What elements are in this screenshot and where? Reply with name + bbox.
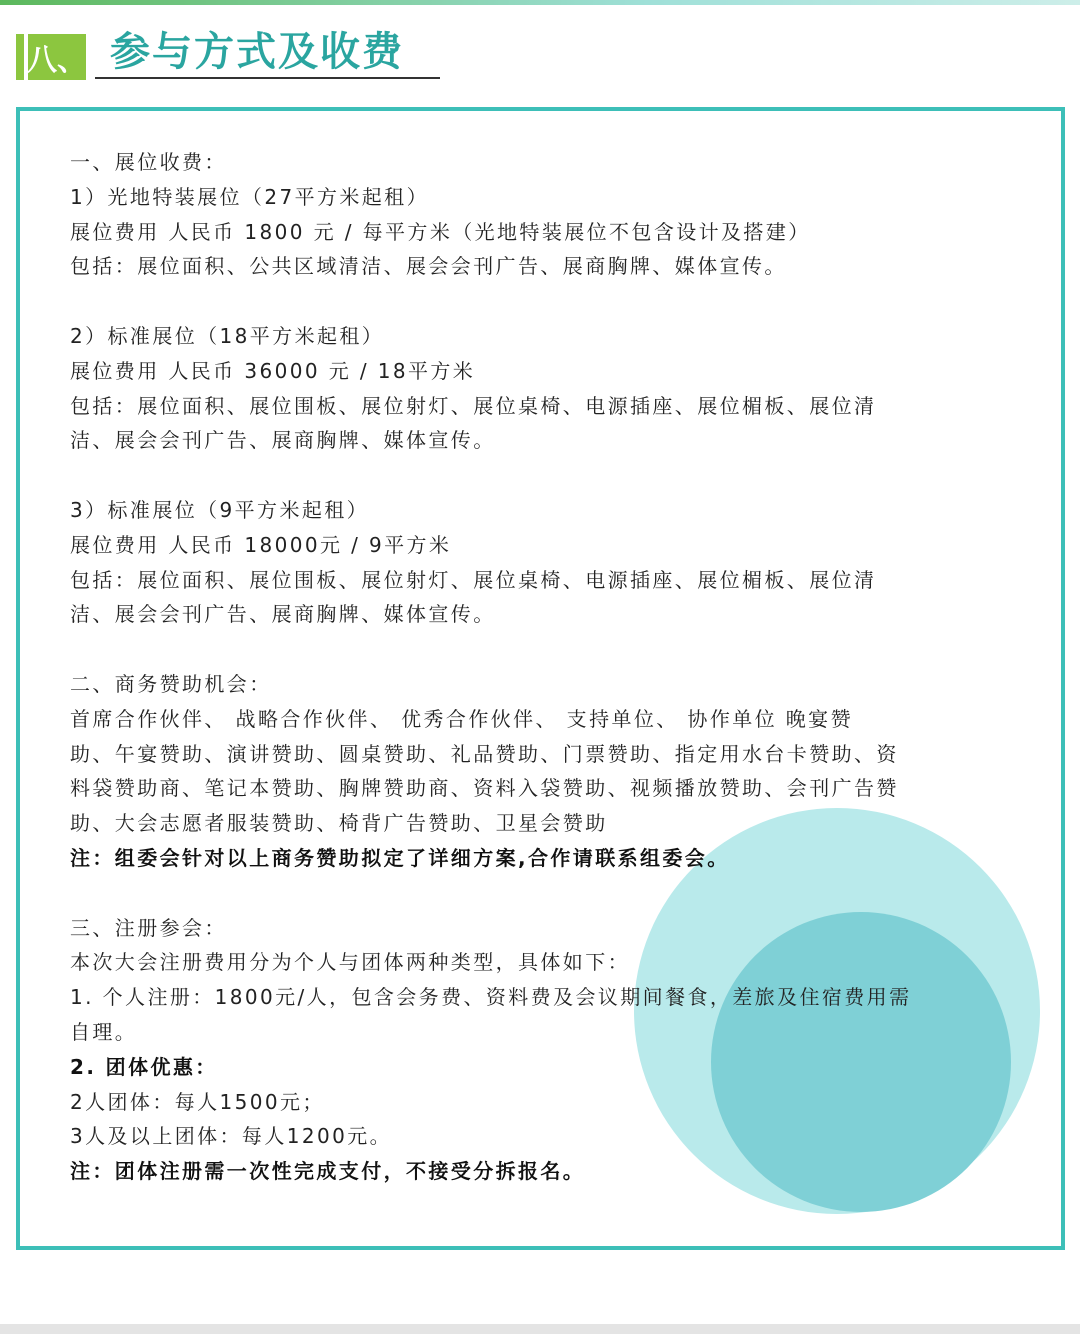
section-number-badge [16,34,90,80]
badge-accent-bar [16,34,24,80]
text-line: 首席合作伙伴、 战略合作伙伴、 优秀合作伙伴、 支持单位、 协作单位 晚宴赞 [70,706,853,731]
text-line: 展位费用 人民币 36000 元 / 18平方米 [70,358,476,383]
top-decorative-strip [0,0,1080,5]
text-line: 1）光地特装展位（27平方米起租） [70,184,429,209]
text-line: 本次大会注册费用分为个人与团体两种类型，具体如下： [70,950,630,975]
bottom-divider-strip [0,1324,1080,1334]
text-line: 三、注册参会： [70,915,227,940]
text-line: 二、商务赞助机会： [70,671,272,696]
title-underline [95,77,440,79]
text-line: 助、午宴赞助、演讲赞助、圆桌赞助、礼品赞助、门票赞助、指定用水台卡赞助、资 [70,741,899,766]
text-line: 助、大会志愿者服装赞助、椅背广告赞助、卫星会赞助 [70,811,608,836]
text-line: 2人团体：每人1500元； [70,1089,325,1114]
text-line: 包括：展位面积、公共区域清洁、展会会刊广告、展商胸牌、媒体宣传。 [70,254,787,279]
note-line: 2. 团体优惠： [70,1054,218,1079]
section-number: 八、 [28,34,86,80]
content-panel [16,107,1065,1250]
text-line: 一、展位收费： [70,150,227,174]
text-line: 包括：展位面积、展位围板、展位射灯、展位桌椅、电源插座、展位楣板、展位清 [70,567,877,592]
paragraph-gap [70,284,1000,319]
section-title: 参与方式及收费 [110,29,404,75]
text-line: 洁、展会会刊广告、展商胸牌、媒体宣传。 [70,428,496,453]
text-line: 2）标准展位（18平方米起租） [70,323,385,348]
paragraph-gap [70,876,1000,911]
text-line: 展位费用 人民币 18000元 / 9平方米 [70,532,452,557]
text-line: 1. 个人注册：1800元/人，包含会务费、资料费及会议期间餐食，差旅及住宿费用需 [70,985,912,1010]
text-line: 3）标准展位（9平方米起租） [70,497,370,522]
text-line: 3人及以上团体：每人1200元。 [70,1124,393,1149]
text-line: 展位费用 人民币 1800 元 / 每平方米（光地特装展位不包含设计及搭建） [70,219,811,244]
text-line: 洁、展会会刊广告、展商胸牌、媒体宣传。 [70,602,496,627]
text-line: 料袋赞助商、笔记本赞助、胸牌赞助商、资料入袋赞助、视频播放赞助、会刊广告赞 [70,776,899,801]
note-line: 注：团体注册需一次性完成支付，不接受分拆报名。 [70,1159,586,1184]
note-line: 注：组委会针对以上商务赞助拟定了详细方案,合作请联系组委会。 [70,845,730,870]
paragraph-gap [70,458,1000,493]
text-line: 自理。 [70,1019,138,1044]
fee-details-text [70,145,1000,1189]
paragraph-gap [70,632,1000,667]
text-line: 包括：展位面积、展位围板、展位射灯、展位桌椅、电源插座、展位楣板、展位清 [70,393,877,418]
